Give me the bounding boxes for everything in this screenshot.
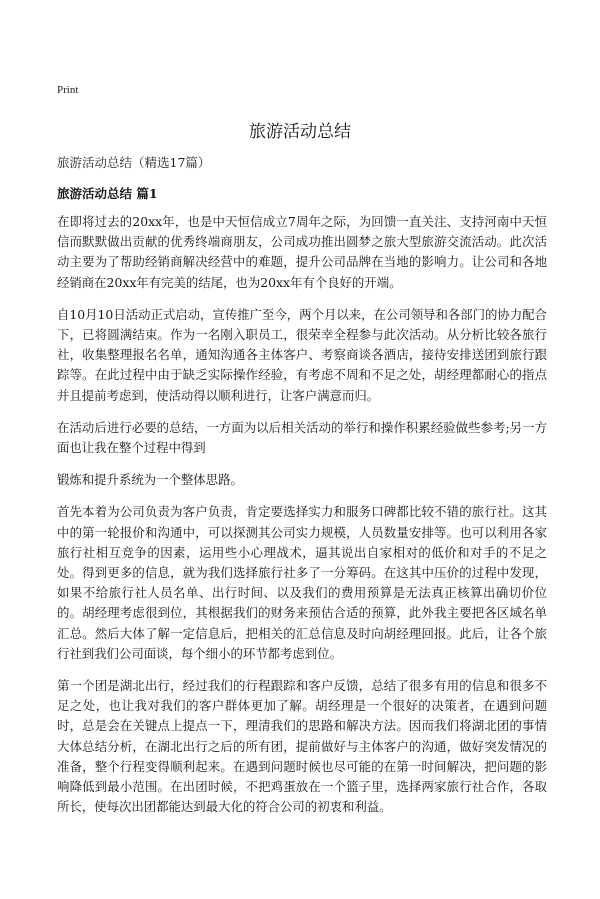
paragraph: 首先本着为公司负责为客户负责，肯定要选择实力和服务口碑都比较不错的旅行社。这其中的第一轮报价和沟通中，可以探测其公司实力规模，人员数量安排等。也可以利用各家旅行社相互竞争的因素，运用些小心理战术，逼其说出自家相对的低价和对手的不足之处。得到更多的信息，就为我们选择旅行社多了一分筹码。在这其中压价的过程中发现，如果不给旅行社人员名单、出行时间、以及我们的费用预算是无法真正核算出确切价位的。胡经理考虑很到位，其根据我们的财务来预估合适的预算，此外我主要把各区域名单汇总。然后大体了解一定信息后，把相关的汇总信息及时向胡经理回报。此后，让各个旅行社到我们公司面谈，每个细小的环节都考虑到位。 [57, 504, 547, 661]
paragraph: 在即将过去的20xx年，也是中天恒信成立7周年之际，为回馈一直关注、支持河南中天恒信而默默做出贡献的优秀终端商朋友，公司成功推出圆梦之旅大型旅游交流活动。此次活动主要为了帮助经销商解决经营中的难题，提升公司品牌在当地的影响力。让公司和各地经销商在20xx年有完美的结尾，也为20xx年有个良好的开端。 [57, 214, 547, 290]
paragraph: 锻炼和提升系统为一个整体思路。 [57, 472, 243, 488]
section-heading: 旅游活动总结 篇1 [57, 186, 158, 201]
paragraph: 自10月10日活动正式启动，宣传推广至今，两个月以来，在公司领导和各部门的协力配合下，已将圆满结束。作为一名刚入职员工，很荣幸全程参与此次活动。从分析比较各旅行社，收集整理报名名单，通知沟通各主体客户、考察商谈各酒店，接待安排送团到旅行跟踪等。在此过程中由于缺乏实际操作经验，有考虑不周和不足之处，胡经理都耐心的指点并且提前考虑到，使活动得以顺利进行，让客户满意而归。 [57, 306, 547, 403]
page-title: 旅游活动总结 [249, 122, 351, 142]
document-body [57, 212, 547, 829]
paragraph: 在活动后进行必要的总结，一方面为以后相关活动的举行和操作积累经验做些参考;另一方面也让我在整个过程中得到 [57, 419, 547, 456]
print-label: Print [57, 84, 79, 96]
paragraph: 第一个团是湖北出行，经过我们的行程跟踪和客户反馈，总结了很多有用的信息和很多不足之处，也让我对我们的客户群体更加了解。胡经理是一个很好的决策者，在遇到问题时，总是会在关键点上提点一下，理清我们的思路和解决方法。因而我们将湖北团的事情大体总结分析，在湖北出行之后的所有团，提前做好与主体客户的沟通，做好突发情况的准备，整个行程变得顺利起来。在遇到问题时候也尽可能的在第一时间解决，把问题的影响降低到最小范围。在出团时候，不把鸡蛋放在一个篮子里，选择两家旅行社合作，各取所长，使每次出团都能达到最大化的符合公司的初衷和利益。 [57, 678, 547, 815]
document-subtitle: 旅游活动总结（精选17篇） [57, 155, 211, 170]
